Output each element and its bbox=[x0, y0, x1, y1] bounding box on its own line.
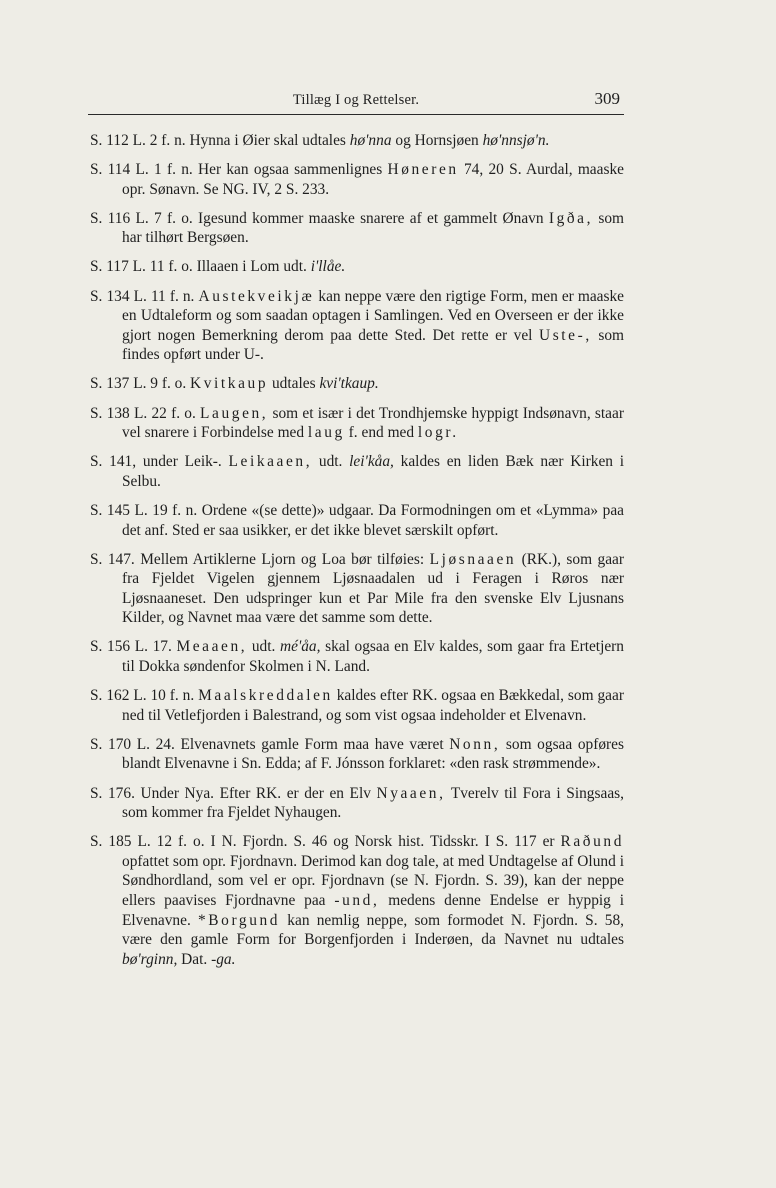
entry-text: udt. bbox=[312, 453, 350, 471]
entry-text: S. 141, under Leik-. bbox=[90, 453, 229, 471]
entry-4 bbox=[90, 257, 624, 277]
spaced-name: Raðund bbox=[560, 833, 624, 851]
entry-text: Dat. bbox=[177, 950, 212, 968]
entry-text: S. 145 L. 19 f. n. Ordene «(se dette)» udgaar. Da Formodningen om et «Lymma» paa det anf. Sted er saa usikker, er det ikke blevet særskilt opført. bbox=[90, 501, 624, 539]
entry-text: udt. bbox=[247, 638, 280, 656]
entry-2 bbox=[90, 160, 624, 199]
entry-text: S. 156 L. 17. bbox=[90, 638, 177, 656]
pronunciation: i'llåe. bbox=[310, 258, 346, 276]
spaced-name: *Borgund bbox=[198, 911, 281, 929]
entries-list bbox=[90, 131, 624, 979]
header-title: Tillæg I og Rettelser. bbox=[292, 92, 420, 108]
entry-text: S. 185 L. 12 f. o. I N. Fjordn. S. 46 og Norsk hist. Tidsskr. I S. 117 er bbox=[90, 833, 561, 851]
entry-text: som et især i det Trondhjemske hyppigt Indsønavn, staar vel snarere i Forbindelse med bbox=[122, 404, 624, 442]
spaced-name: Austekveikjæ bbox=[198, 287, 315, 305]
spaced-name: logr. bbox=[417, 424, 459, 442]
entry-7 bbox=[90, 404, 624, 443]
entry-text: som ogsaa opføres blandt Elvenavne i Sn. Edda; af F. Jónsson forklaret: «den rask strømmende». bbox=[122, 735, 624, 773]
entry-text: S. 170 L. 24. Elvenavnets gamle Form maa have været bbox=[90, 735, 450, 753]
entry-text: 74, 20 S. Aurdal, maaske opr. Sønavn. Se NG. IV, 2 S. 233. bbox=[122, 161, 624, 198]
entry-1 bbox=[90, 131, 624, 151]
entry-text: S. 134 L. 11 f. n. bbox=[90, 287, 199, 305]
entry-text: S. 112 L. 2 f. n. Hynna i Øier skal udtales bbox=[90, 132, 350, 149]
page-number: 309 bbox=[594, 89, 620, 108]
spaced-name: Leikaaen, bbox=[228, 453, 313, 471]
entry-9 bbox=[90, 501, 624, 540]
running-header bbox=[88, 88, 624, 115]
entry-5 bbox=[90, 287, 624, 365]
entry-15 bbox=[90, 832, 624, 969]
entry-text: kaldes efter RK. ogsaa en Bækkedal, som gaar ned til Vetlefjorden i Balestrand, og som vist ogsaa indeholder et Elvenavn. bbox=[122, 687, 624, 724]
pronunciation: mé'åa, bbox=[280, 638, 321, 656]
spaced-name: Uste-, bbox=[538, 326, 592, 344]
entry-11 bbox=[90, 637, 624, 676]
entry-text: som har tilhørt Bergsøen. bbox=[122, 209, 624, 247]
entry-14 bbox=[90, 784, 624, 823]
pronunciation: hø'nna bbox=[349, 132, 392, 149]
entry-12 bbox=[90, 686, 624, 725]
entry-text: S. 116 L. 7 f. o. Igesund kommer maaske snarere af et gammelt Ønavn bbox=[90, 209, 549, 227]
entry-3 bbox=[90, 209, 624, 248]
entry-text: S. 114 L. 1 f. n. Her kan ogsaa sammenlignes bbox=[90, 161, 388, 179]
entry-6 bbox=[90, 374, 624, 394]
entry-text: opfattet som opr. Fjordnavn. Derimod kan dog tale, at med Undtagelse af Olund i Søndhordland, som vel er opr. Fjordnavn (se N. Fjordn. S. 39), kan der neppe ellers paavises Fjordnavne paa bbox=[122, 852, 624, 909]
entry-text: skal ogsaa en Elv kaldes, som gaar fra Ertetjern til Dokka søndenfor Skolmen i N. Land. bbox=[122, 638, 625, 676]
pronunciation: hø'nnsjø'n. bbox=[482, 132, 550, 149]
entry-text: kan nemlig neppe, som formodet N. Fjordn. S. 58, være den gamle Form for Borgenfjorden i Inderøen, da Navnet nu udtales bbox=[122, 911, 624, 949]
spaced-name: Ljøsnaaen bbox=[429, 550, 517, 568]
spaced-name: Meaaen, bbox=[176, 638, 248, 656]
spaced-name: laug bbox=[307, 424, 345, 442]
pronunciation: -ga. bbox=[211, 950, 236, 968]
pronunciation: bø'rginn, bbox=[122, 950, 178, 968]
entry-13 bbox=[90, 735, 624, 774]
entry-text: S. 176. Under Nya. Efter RK. er der en Elv bbox=[90, 784, 377, 802]
entry-text: og Hornsjøen bbox=[391, 132, 483, 149]
entry-text: S. 137 L. 9 f. o. bbox=[90, 375, 191, 393]
entry-text: medens denne Endelse er hyppig i Elvenavne. bbox=[122, 892, 624, 929]
entry-text: kaldes en liden Bæk nær Kirken i Selbu. bbox=[122, 453, 625, 490]
entry-text: S. 117 L. 11 f. o. Illaaen i Lom udt. bbox=[90, 258, 311, 276]
spaced-name: Høneren bbox=[387, 161, 459, 179]
entry-text: S. 138 L. 22 f. o. bbox=[90, 404, 201, 422]
entry-text: S. 147. Mellem Artiklerne Ljorn og Loa bør tilføies: bbox=[90, 550, 430, 568]
entry-text: (RK.), som gaar fra Fjeldet Vigelen gjennem Ljøsnaadalen ud i Feragen i Røros nær Ljøsnaaneset. Den udspringer kun et Par Mile fra den svenske Elv Ljusnans Kilder, og Navnet maa være det samme som dette. bbox=[122, 550, 624, 627]
entry-text: som findes opført under U-. bbox=[122, 326, 624, 364]
spaced-name: Nonn, bbox=[449, 735, 501, 753]
pronunciation: kvi'tkaup. bbox=[319, 375, 379, 393]
entry-text: udtales bbox=[268, 375, 320, 393]
entry-10 bbox=[90, 550, 624, 628]
entry-text: kan neppe være den rigtige Form, men er maaske en Udtaleform og som saadan optagen i Samlingen. Ved en Overseen er der ikke gjort nogen Bemerkning derom paa dette Sted. Det rette er vel bbox=[122, 287, 625, 344]
spaced-name: Laugen, bbox=[200, 404, 269, 422]
spaced-name: Kvitkaup bbox=[190, 375, 269, 393]
spaced-name: Igða, bbox=[548, 209, 594, 227]
spaced-name: -und, bbox=[334, 892, 380, 909]
entry-8 bbox=[90, 452, 624, 491]
entry-text: S. 162 L. 10 f. n. bbox=[90, 687, 199, 705]
spaced-name: Nyaaen, bbox=[376, 784, 446, 802]
entry-text: f. end med bbox=[344, 424, 418, 442]
pronunciation: lei'kåa, bbox=[349, 453, 394, 471]
entry-text: Tverelv til Fora i Singsaas, som kommer fra Fjeldet Nyhaugen. bbox=[122, 784, 624, 822]
spaced-name: Maalskreddalen bbox=[198, 687, 333, 705]
